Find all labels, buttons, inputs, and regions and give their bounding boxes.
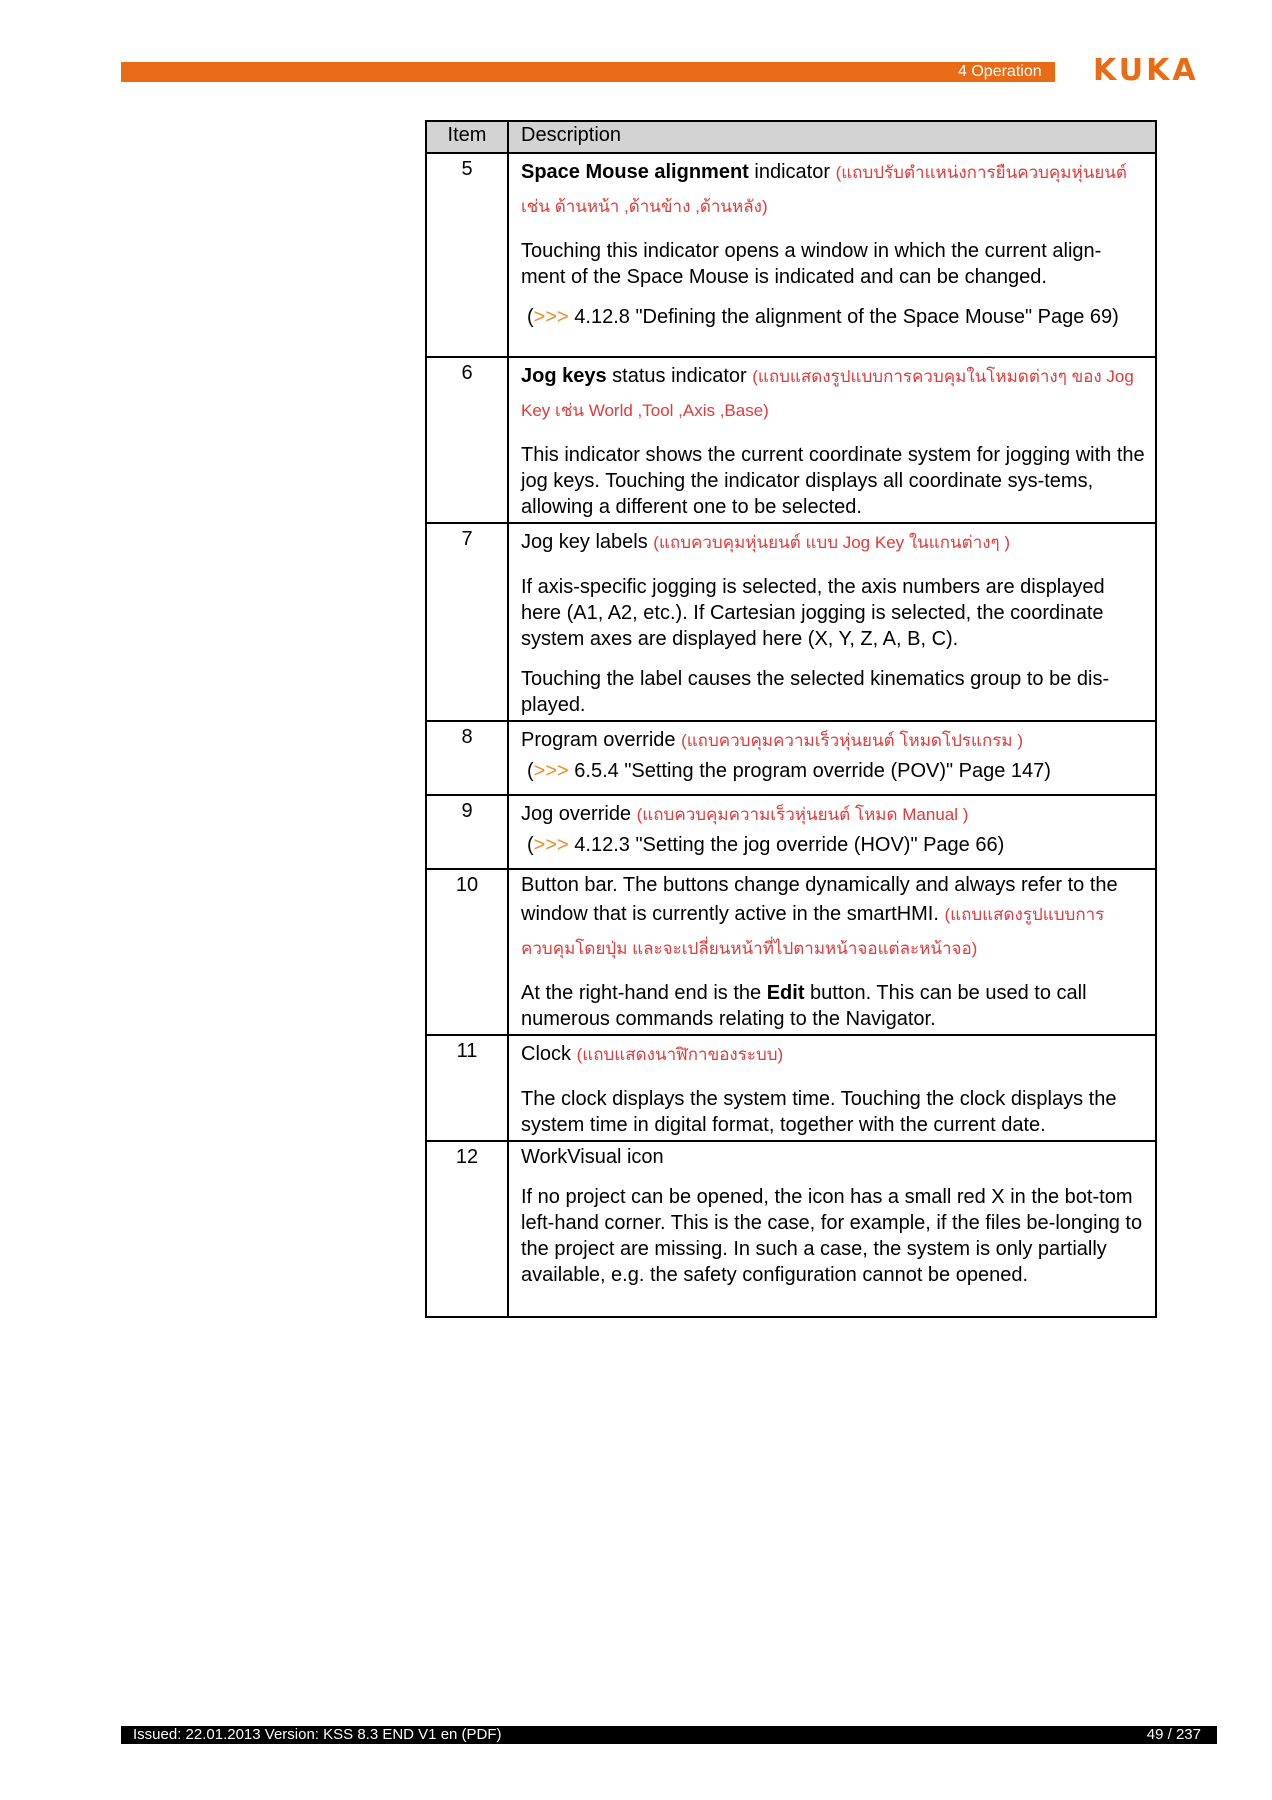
ref-open: ( [527,306,534,328]
edit-button-name: Edit [766,982,805,1004]
item-number: 5 [426,153,508,357]
item-description [508,1035,1156,1141]
table-row [426,523,1156,721]
title-bold: Jog keys [521,365,607,387]
title-text: Clock [521,1043,577,1065]
header-bar [121,62,1055,82]
thai-note: (แถบปรับตำแหน่งการยืนควบคุมหุ่นยนต์ เช่น ด้านหน้า ,ด้านข้าง ,ด้านหลัง) [521,163,1127,216]
title-text: indicator [748,161,836,183]
title-text: Jog override [521,803,637,825]
column-header-item: Item [426,121,508,153]
thai-note: (แถบแสดงรูปแบบการควบคุมในโหมดต่างๆ ของ Jog Key เช่น World ,Tool ,Axis ,Base) [521,367,1134,420]
item-number: 12 [426,1141,508,1317]
link-arrow-icon: >>> [533,834,569,856]
kuka-logo: KUKA [1093,53,1199,88]
thai-note: (แถบควบคุมหุ่นยนต์ แบบ Jog Key ในแกนต่างๆ ) [653,533,1011,552]
para-text: button. This can be used to call numerous commands relating to the Navigator. [521,982,1087,1030]
ref-open: ( [527,760,534,782]
item-title [521,1038,1145,1072]
description-paragraph: If no project can be opened, the icon has a small red X in the bot-tom left-hand corner. This is the case, for example, if the files be-longing to the project are missing. In such a case, the system is only partially available, e.g. the safety configuration cannot be opened. [521,1186,1143,1286]
item-description [508,1141,1156,1317]
table-row [426,869,1156,1035]
description-paragraph [521,980,1145,1032]
thai-note: (แถบควบคุมความเร็วหุ่นยนต์ โหมดโปรแกรม ) [681,731,1023,750]
link-arrow-icon: >>> [533,306,569,328]
item-number: 10 [426,869,508,1035]
table-header-row [426,121,1156,153]
item-number: 6 [426,357,508,523]
ref-text: 6.5.4 "Setting the program override (POV)" Page 147) [568,760,1051,782]
item-description [508,869,1156,1035]
item-description [508,523,1156,721]
item-number: 11 [426,1035,508,1141]
item-description [508,795,1156,869]
table-row [426,721,1156,795]
title-text: Jog key labels [521,531,654,553]
item-title [521,798,1145,832]
table-row [426,1141,1156,1317]
description-paragraph: The clock displays the system time. Touching the clock displays the system time in digital format, together with the current date. [521,1088,1117,1136]
item-number: 9 [426,795,508,869]
item-title [521,156,1145,224]
ref-text: 4.12.3 "Setting the jog override (HOV)" Page 66) [568,834,1005,856]
thai-note: (แถบแสดงรูปแบบการควบคุมโดยปุ่ม และจะเปลี่ยนหน้าที่ไปตามหน้าจอแต่ละหน้าจอ) [521,905,1105,958]
description-paragraph: Touching the label causes the selected kinematics group to be dis-played. [521,668,1110,716]
table-row [426,795,1156,869]
footer-bar [121,1726,1217,1744]
items-table [425,120,1157,1318]
cross-reference[interactable] [521,758,1145,784]
item-number: 8 [426,721,508,795]
cross-reference[interactable] [521,832,1145,858]
item-title [521,526,1145,560]
section-title: 4 Operation [958,63,1042,80]
issue-info: Issued: 22.01.2013 Version: KSS 8.3 END V1 en (PDF) [133,1726,502,1743]
item-title: WorkVisual icon [521,1146,664,1168]
ref-open: ( [527,834,534,856]
para-text: At the right-hand end is the [521,982,767,1004]
ref-text: 4.12.8 "Defining the alignment of the Space Mouse" Page 69) [568,306,1119,328]
thai-note: (แถบควบคุมความเร็วหุ่นยนต์ โหมด Manual ) [636,805,969,824]
description-paragraph: If axis-specific jogging is selected, the axis numbers are displayed here (A1, A2, etc.). If Cartesian jogging is selected, the coordinate system axes are displayed here (X, Y, Z, A, B, C). [521,576,1105,650]
title-text: Button bar. The buttons change dynamically and always refer to the window that is currently active in the smartHMI. [521,874,1118,925]
item-number: 7 [426,523,508,721]
item-title [521,360,1145,428]
table-row [426,1035,1156,1141]
description-paragraph: Touching this indicator opens a window in which the current align-ment of the Space Mouse is indicated and can be changed. [521,240,1102,288]
title-bold: Space Mouse alignment [521,161,749,183]
item-title [521,872,1145,966]
thai-note: (แถบแสดงนาฬิกาของระบบ) [576,1045,784,1064]
cross-reference[interactable] [521,304,1145,330]
item-description [508,357,1156,523]
column-header-description: Description [508,121,1156,153]
title-text: Program override [521,729,682,751]
table-row [426,153,1156,357]
table-row [426,357,1156,523]
page-number: 49 / 237 [1146,1726,1201,1743]
item-title [521,724,1145,758]
item-description [508,153,1156,357]
description-paragraph: This indicator shows the current coordinate system for jogging with the jog keys. Touching the indicator displays all coordinate sys-tems, allowing a different one to be selected. [521,444,1145,518]
link-arrow-icon: >>> [533,760,569,782]
item-description [508,721,1156,795]
title-text: status indicator [606,365,753,387]
